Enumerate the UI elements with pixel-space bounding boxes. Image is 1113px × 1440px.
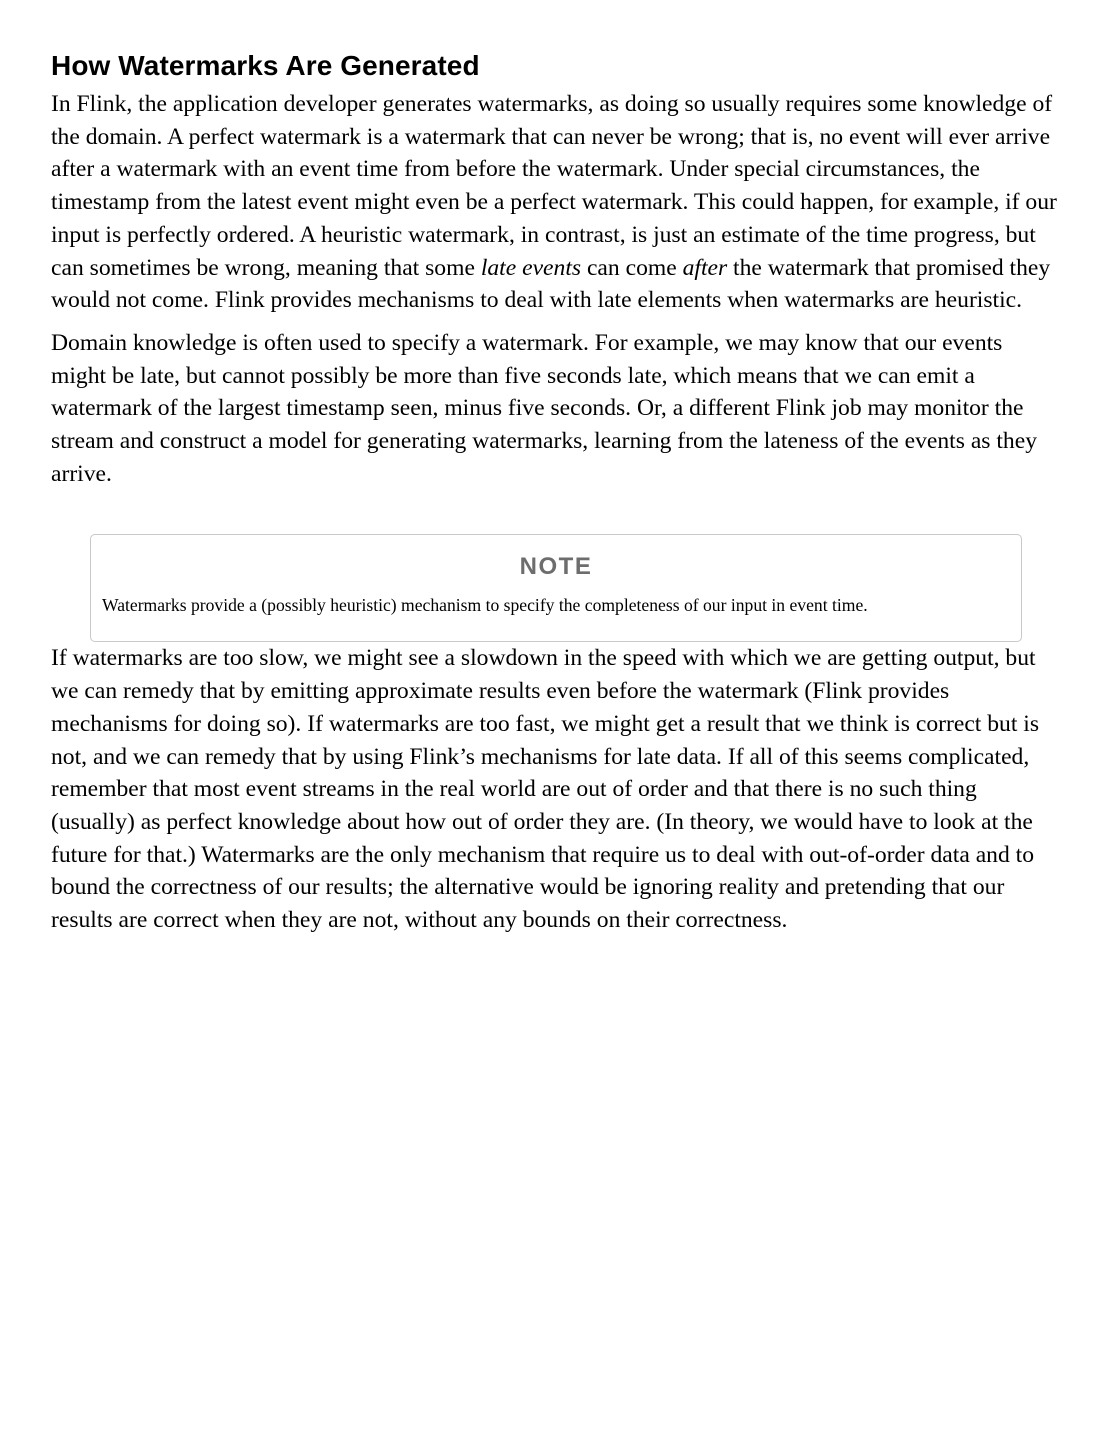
paragraph-watermark-speed: If watermarks are too slow, we might see a slowdown in the speed with which we are getting output, but we can remedy that by emitting approximate results even before the watermark (Flink provides mechanisms for doing so). If watermarks are too fast, we might get a result that we think is correct but is not, and we can remedy that by using Flink’s mechanisms for late data. If all of this seems complicated, remember that most event streams in the real world are out of order and that there is no such thing (usually) as perfect knowledge about how out of order they are. (In theory, we would have to look at the future for that.) Watermarks are the only mechanism that require us to deal with out-of-order data and to bound the correctness of our results; the alternative would be ignoring reality and pretending that our results are correct when they are not, without any bounds on their correctness. (51, 645, 1040, 934)
paragraph-text: can come (581, 254, 683, 281)
paragraph-domain-knowledge: Domain knowledge is often used to specify a watermark. For example, we may know that our events might be late, but cannot possibly be more than five seconds late, which means that we can emit a watermark of the largest timestamp seen, minus five seconds. Or, a different Flink job may monitor the stream and construct a model for generating watermarks, learning from the lateness of the events as they arrive. (51, 329, 1037, 487)
emphasis-late-events: late events (480, 254, 582, 281)
note-text: Watermarks provide a (possibly heuristic) mechanism to specify the completeness of our input in event time. (102, 595, 868, 616)
paragraph-text: the watermark that promised they would not come. Flink provides mechanisms to deal with late elements when watermarks are heuristic. (51, 254, 1051, 314)
page-content (51, 46, 1059, 947)
note-title: NOTE (519, 553, 593, 581)
section-heading: How Watermarks Are Generated (51, 50, 480, 81)
emphasis-after: after (682, 254, 728, 281)
paragraph-text: In Flink, the application developer generates watermarks, as doing so usually requires some knowledge of the domain. A perfect watermark is a watermark that can never be wrong; that is, no event will ever arrive after a watermark with an event time from before the watermark. Under special circumstances, the timestamp from the latest event might even be a perfect watermark. This could happen, for example, if our input is perfectly ordered. A heuristic watermark, in contrast, is just an estimate of the time progress, but can sometimes be wrong, meaning that some (51, 91, 1057, 281)
note-box (90, 534, 1022, 642)
paragraph-perfect-watermarks (51, 88, 1059, 317)
